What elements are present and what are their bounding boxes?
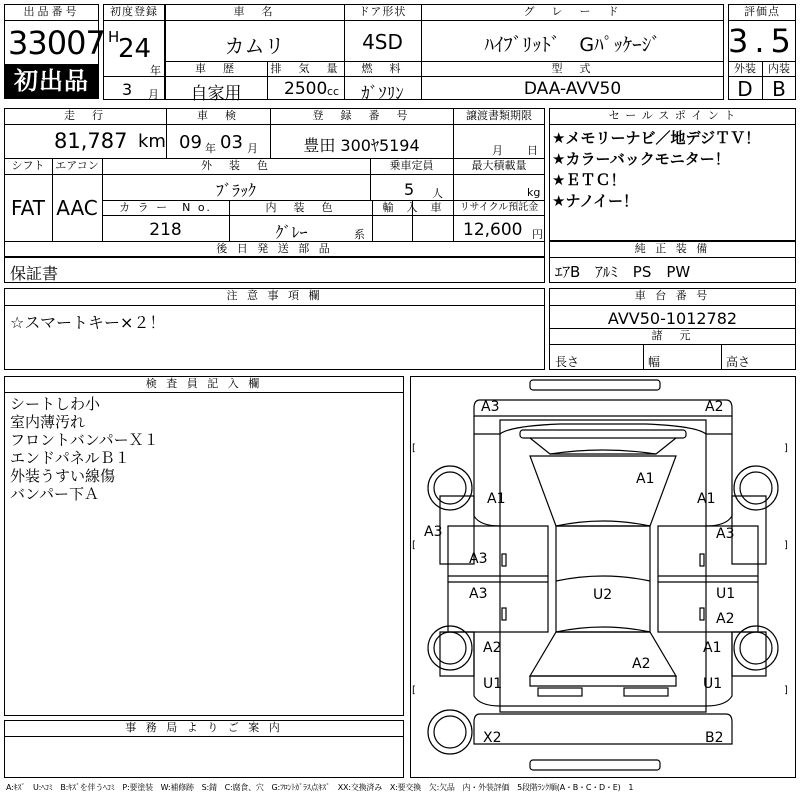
mileage-header: 走 行	[64, 109, 106, 122]
dimensions-header: 諸 元	[651, 329, 694, 342]
inspection-month-unit: 月	[247, 142, 258, 155]
door-header: ドア形状	[358, 5, 407, 18]
inspection-year: 09	[179, 132, 202, 153]
bracket-left-upper: [	[412, 443, 416, 454]
sales-points-header: セ ー ル ス ポ イ ン ト	[608, 109, 737, 122]
first-reg-year: 24	[118, 34, 152, 64]
sales-point-item: ★メモリーナビ／地デジＴＶ！	[552, 129, 761, 147]
bracket-right-mid: ]	[784, 540, 788, 551]
interior-grade: B	[772, 77, 786, 101]
displacement-header: 排 気 量	[270, 62, 341, 75]
dim-length-label: 長さ	[555, 355, 580, 369]
recycle-header: リサイクル預託金	[459, 202, 539, 213]
score-header: 評価点	[744, 5, 780, 18]
first-listing-badge: 初出品	[5, 64, 98, 98]
recycle-fee: 12,600	[463, 220, 523, 240]
transfer-deadline-header: 譲渡書類期限	[466, 109, 532, 122]
registration-no: 豊田 300ﾔ5194	[303, 136, 420, 155]
first-reg-era: H	[108, 28, 120, 46]
inspector-note-item: 室内薄汚れ	[10, 413, 86, 431]
inspector-note-item: フロントバンパーＸ１	[10, 431, 159, 449]
damage-rear-quarter-left: U1	[483, 676, 503, 692]
lot-number-header: 出品番号	[23, 5, 80, 18]
damage-fender-right-front: A1	[697, 491, 716, 507]
damage-trunk: A2	[632, 656, 651, 672]
genuine-equipment: ｴｱB ｱﾙﾐ PS PW	[555, 263, 691, 281]
exterior-grade: D	[737, 77, 753, 101]
lot-number: 33007	[8, 24, 105, 62]
chassis-header: 車 台 番 号	[634, 289, 711, 302]
inspection-year-unit: 年	[205, 142, 216, 155]
fuel: ｶﾞｿﾘﾝ	[361, 84, 404, 104]
bracket-right-upper: ]	[784, 443, 788, 454]
int-color-suffix: 系	[354, 228, 365, 241]
inspector-note-item: シートしわ小	[10, 395, 101, 413]
later-parts: 保証書	[10, 264, 59, 283]
inspector-note-item: エンドパネルＢ１	[10, 449, 130, 467]
legend: A:ｷｽﾞ U:ﾍｺﾐ B:ｷｽﾞを伴うﾍｺﾐ P:要塗装 W:補修跡 S:錆 C:腐食、穴 G:ﾌﾛﾝﾄｶﾞﾗｽ点ｷｽﾞ XX:交換済み X:要交換 欠:欠品 内・外装評価 5段階ﾗﾝｸ順(A・B・C・D・E) 1	[6, 783, 634, 792]
damage-front-right: A2	[705, 399, 724, 415]
history: 自家用	[190, 84, 242, 104]
bracket-left-lower: [	[412, 685, 416, 696]
capacity: 5	[404, 180, 415, 199]
sales-point-item: ★カラーバックモニター！	[552, 150, 730, 168]
fuel-header: 燃 料	[361, 62, 404, 75]
dim-width-label: 幅	[648, 355, 661, 369]
color-no-header: カ ラ ー N o.	[119, 201, 212, 214]
shift: FAT	[10, 196, 45, 220]
inspection-month: 03	[220, 132, 243, 153]
damage-front-left: A3	[481, 399, 500, 415]
damage-hood: A1	[636, 471, 655, 487]
car-diagram	[410, 376, 796, 778]
damage-rear-quarter-right: U1	[703, 676, 723, 692]
color-no: 218	[149, 220, 182, 240]
capacity-header: 乗車定員	[389, 159, 434, 172]
car-name: カムリ	[224, 34, 285, 58]
damage-door-right-front: A3	[716, 526, 735, 542]
damage-roof: U2	[593, 587, 613, 603]
ext-color: ﾌﾞﾗｯｸ	[215, 181, 256, 200]
damage-side-left-upper: A3	[424, 524, 443, 540]
recycle-unit: 円	[532, 228, 543, 241]
displacement-unit: cc	[327, 85, 340, 98]
sales-points-list	[552, 128, 760, 212]
inspector-notes	[10, 395, 159, 503]
damage-door-right-rear-top: U1	[716, 586, 736, 602]
capacity-unit: 人	[432, 187, 443, 200]
genuine-equipment-header: 純 正 装 備	[634, 242, 711, 255]
first-reg-header: 初度登録	[110, 5, 158, 18]
grade: ﾊｲﾌﾞﾘｯﾄﾞ Gﾊﾟｯｹｰｼﾞ	[484, 34, 661, 56]
import-header: 輸 入 車	[382, 201, 443, 214]
ext-color-header: 外 装 色	[201, 159, 271, 172]
aircon: AAC	[56, 196, 98, 220]
inspector-note-item: 外装うすい線傷	[10, 467, 116, 485]
damage-door-left-rear: A3	[469, 586, 488, 602]
door-type: 4SD	[362, 30, 403, 54]
registration-header: 登 録 番 号	[312, 109, 411, 122]
mileage: 81,787	[54, 129, 128, 153]
bracket-left-mid: [	[412, 540, 416, 551]
max-load-header: 最大積載量	[471, 159, 527, 172]
first-reg-year-unit: 年	[150, 64, 161, 77]
transfer-day-unit: 日	[527, 144, 538, 157]
displacement: 2500	[284, 79, 328, 99]
inspection-header: 車 検	[197, 109, 239, 122]
later-parts-value-box	[4, 257, 545, 283]
interior-header: 内装	[768, 62, 790, 75]
model-code: DAA-AVV50	[523, 79, 622, 99]
chassis-number: AVV50-1012782	[607, 309, 738, 328]
model-code-header: 型 式	[551, 62, 594, 75]
bracket-right-lower: ]	[784, 685, 788, 696]
score: 3.5	[728, 22, 797, 60]
grade-header: グ レ ー ド	[523, 5, 622, 18]
office-notice-header: 事 務 局 よ り ご 案 内	[125, 721, 283, 734]
damage-quarter-left: A2	[483, 640, 502, 656]
car-name-header: 車 名	[233, 5, 276, 18]
int-color-header: 内 装 色	[265, 201, 336, 214]
aircon-header: エアコン	[55, 159, 99, 172]
first-reg-month-unit: 月	[148, 88, 159, 101]
dim-height-label: 高さ	[726, 355, 751, 369]
first-reg-month: 3	[122, 80, 133, 99]
later-parts-header: 後 日 発 送 部 品	[216, 242, 333, 255]
damage-rear-right: B2	[705, 730, 724, 746]
mileage-unit: km	[138, 131, 166, 152]
damage-fender-left-front: A1	[487, 491, 506, 507]
caution-note: ☆スマートキー×２！	[10, 313, 166, 332]
max-load-unit: kg	[527, 186, 541, 199]
caution-header: 注 意 事 項 欄	[226, 289, 323, 302]
sales-point-item: ★ＥＴＣ！	[552, 171, 626, 189]
history-header: 車 歴	[195, 62, 237, 75]
damage-door-left-front: A3	[469, 551, 488, 567]
sales-point-item: ★ナノイー！	[552, 192, 639, 210]
exterior-header: 外装	[734, 62, 756, 75]
int-color: ｸﾞﾚｰ	[275, 223, 308, 242]
damage-rear-left: X2	[483, 730, 502, 746]
transfer-month-unit: 月	[492, 144, 503, 157]
damage-quarter-right: A1	[703, 640, 722, 656]
inspector-header: 検 査 員 記 入 欄	[145, 377, 263, 390]
damage-door-right-rear: A2	[716, 611, 735, 627]
inspector-note-item: バンパー下Ａ	[10, 485, 99, 503]
shift-header: シフト	[11, 159, 45, 172]
